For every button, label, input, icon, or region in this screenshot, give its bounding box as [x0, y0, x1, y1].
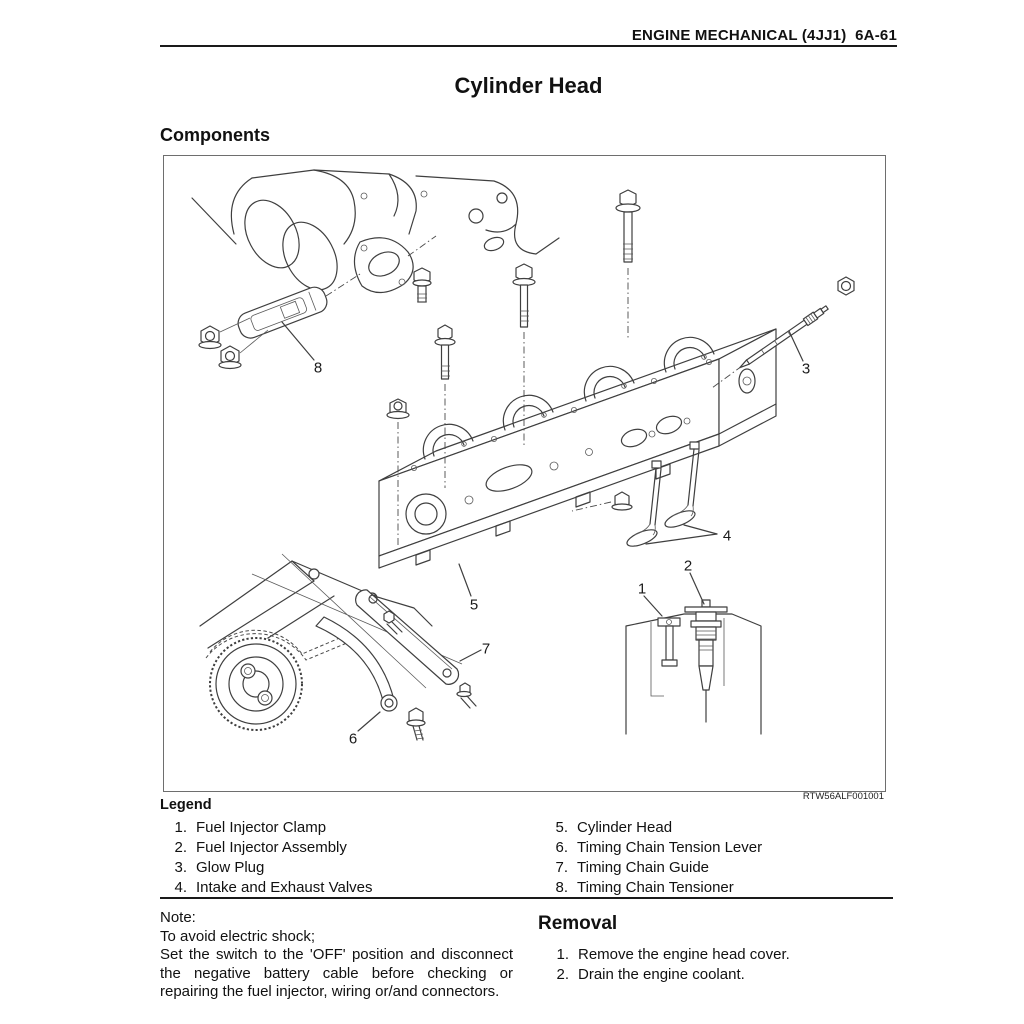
step-number: 2. — [556, 965, 569, 983]
page-title: Cylinder Head — [454, 73, 603, 98]
note-line: To avoid electric shock; — [160, 927, 316, 945]
note-body: Set the switch to the 'OFF' position and disconnect the negative battery cable before checking or repairing the fuel injector, wiring or/and connectors. — [160, 946, 513, 1000]
legend-heading: Legend — [160, 797, 212, 813]
legend-item-label: Fuel Injector Clamp — [196, 819, 327, 836]
removal-step — [549, 945, 790, 965]
legend-item — [165, 878, 373, 898]
removal-steps — [549, 945, 790, 984]
legend-item-number: 7. — [555, 859, 568, 876]
callout-3: 3 — [801, 360, 811, 378]
legend-item-number: 8. — [555, 879, 568, 896]
header-rule — [160, 45, 897, 47]
callout-1: 1 — [637, 580, 647, 598]
legend-item — [546, 858, 762, 878]
legend-item-label: Glow Plug — [196, 859, 265, 876]
legend-item — [165, 838, 373, 858]
legend-item-number: 3. — [174, 859, 187, 876]
legend-item — [546, 838, 762, 858]
figure-code: RTW56ALF001001 — [802, 791, 884, 802]
section-divider — [160, 897, 893, 899]
components-diagram — [164, 156, 885, 791]
legend-item-number: 5. — [555, 819, 568, 836]
legend-item-label: Timing Chain Guide — [577, 859, 710, 876]
step-text: Remove the engine head cover. — [578, 946, 790, 963]
timing-chain-drawing — [200, 554, 481, 740]
note-heading: Note: — [160, 909, 196, 926]
note-block — [160, 909, 513, 1002]
removal-heading: Removal — [538, 913, 618, 934]
legend-column-left — [165, 818, 373, 898]
components-figure — [163, 155, 886, 792]
callout-5: 5 — [469, 596, 479, 614]
legend-item-number: 4. — [174, 879, 187, 896]
legend-item-label: Timing Chain Tension Lever — [577, 839, 763, 856]
cylinder-head-drawing — [379, 329, 776, 596]
callout-2: 2 — [683, 557, 693, 575]
legend-item — [546, 878, 762, 898]
legend-item-number: 6. — [555, 839, 568, 856]
page-header: ENGINE MECHANICAL (4JJ1) 6A-61 — [631, 27, 897, 44]
callout-8: 8 — [313, 359, 323, 377]
callout-4: 4 — [722, 527, 732, 545]
step-number: 1. — [556, 946, 569, 963]
injector-inset-drawing — [626, 573, 761, 734]
legend-item-label: Intake and Exhaust Valves — [196, 879, 373, 896]
legend-column-right — [546, 818, 762, 898]
tensioner-mount-drawing — [192, 170, 559, 369]
step-text: Drain the engine coolant. — [578, 965, 745, 983]
legend-item-number: 1. — [174, 819, 187, 836]
legend-item-label: Fuel Injector Assembly — [196, 839, 347, 856]
legend-item-label: Timing Chain Tensioner — [577, 879, 734, 896]
legend-item-number: 2. — [174, 839, 187, 856]
legend-item — [546, 818, 762, 838]
callout-6: 6 — [348, 730, 358, 748]
legend-item-label: Cylinder Head — [577, 819, 673, 836]
legend-item — [165, 818, 373, 838]
legend-item — [165, 858, 373, 878]
components-heading: Components — [160, 125, 270, 145]
removal-step — [549, 965, 790, 985]
callout-7: 7 — [481, 640, 491, 658]
